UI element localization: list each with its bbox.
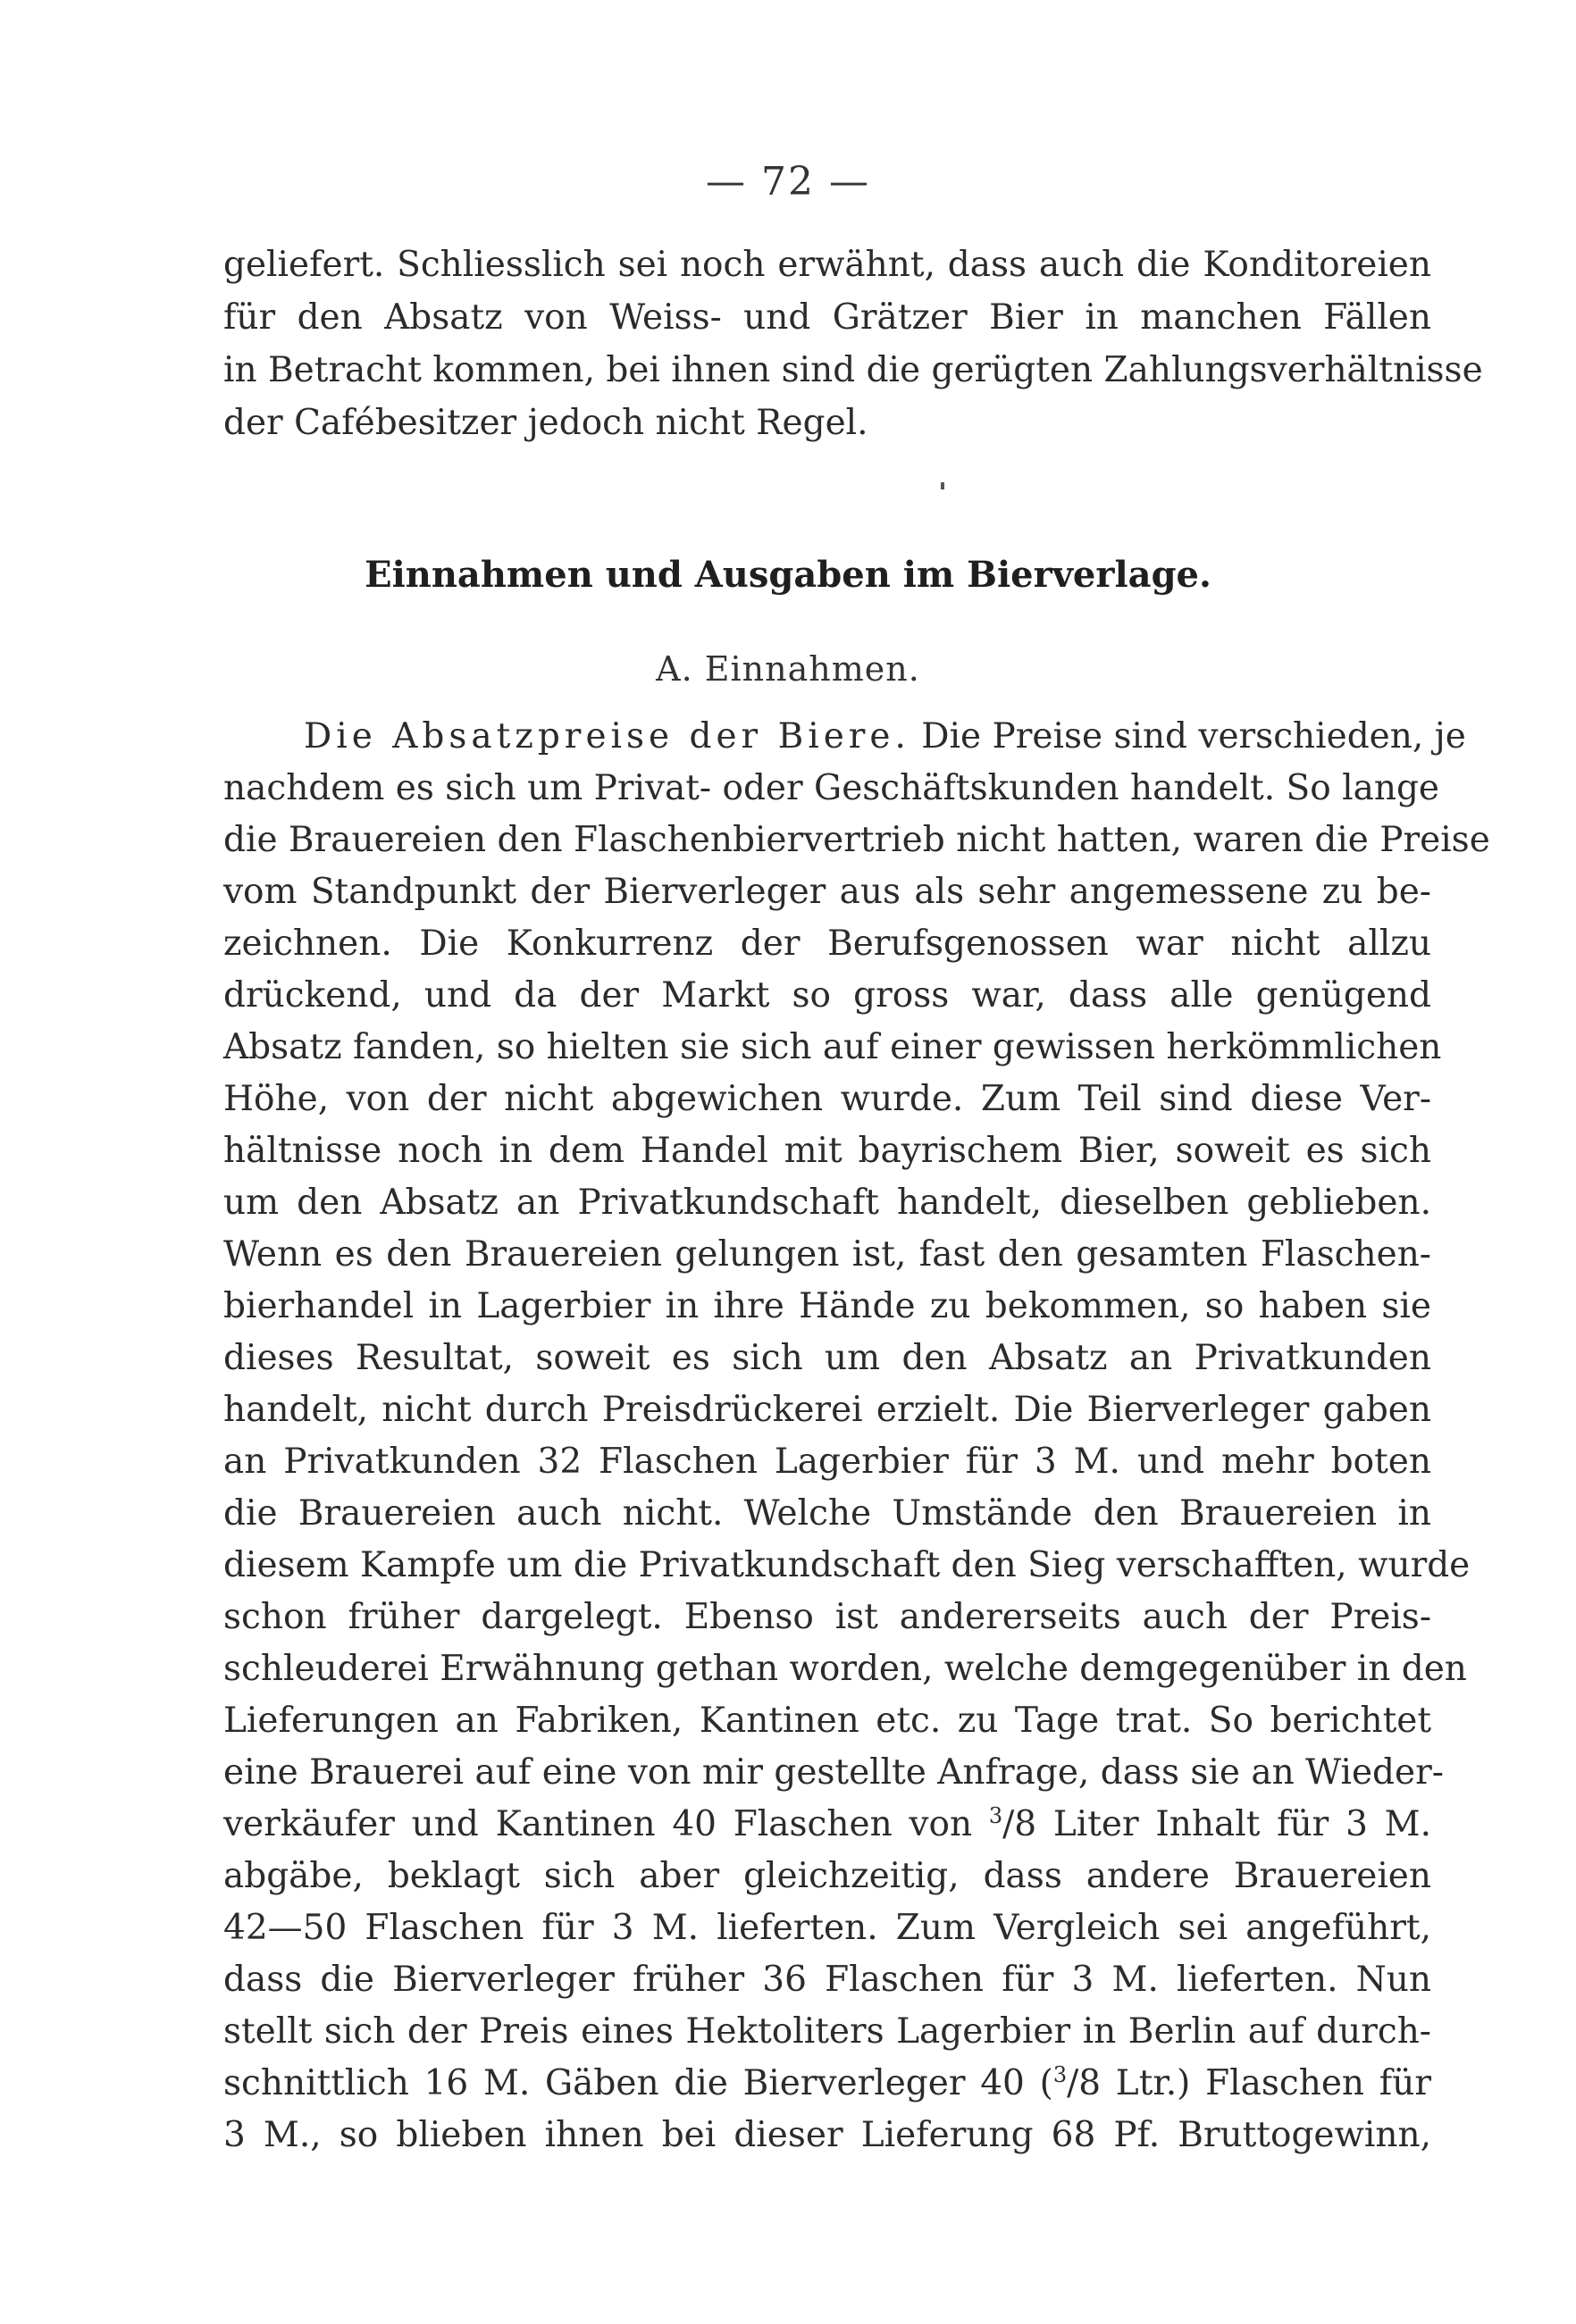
text-line: dass die Bierverleger früher 36 Flaschen für 3 M. lieferten. Nun — [223, 1960, 1431, 2000]
text-line: zeichnen. Die Konkurrenz der Berufsgenossen war nicht allzu — [223, 924, 1431, 964]
text-line: dieses Resultat, soweit es sich um den Absatz an Privatkunden — [223, 1338, 1431, 1378]
text-line: Wenn es den Brauereien gelungen ist, fast den gesamten Flaschen- — [223, 1234, 1431, 1275]
text-line-fraction — [223, 1802, 1431, 1847]
fraction-line-before: schnittlich 16 M. Gäben die Bierverleger 40 ( — [223, 2063, 1053, 2103]
text-line: drückend, und da der Markt so gross war, dass alle genügend — [223, 975, 1431, 1016]
text-line: der Cafébesitzer jedoch nicht Regel. — [223, 403, 868, 443]
fraction-numerator: 3 — [988, 1803, 1003, 1828]
text-line: 42—50 Flaschen für 3 M. lieferten. Zum Vergleich sei angeführt, — [223, 1908, 1431, 1948]
text-line: handelt, nicht durch Preisdrückerei erzielt. Die Bierverleger gaben — [223, 1390, 1431, 1430]
text-line: Lieferungen an Fabriken, Kantinen etc. zu Tage trat. So berichtet — [223, 1701, 1431, 1741]
subsection-heading: A. Einnahmen. — [656, 649, 920, 689]
text-line: für den Absatz von Weiss- und Grätzer Bier in manchen Fällen — [223, 297, 1431, 338]
text-line: Höhe, von der nicht abgewichen wurde. Zum Teil sind diese Ver- — [223, 1079, 1431, 1119]
text-line: schon früher dargelegt. Ebenso ist andererseits auch der Preis- — [223, 1597, 1431, 1637]
text-line: 3 M., so blieben ihnen bei dieser Lieferung 68 Pf. Bruttogewinn, — [223, 2115, 1431, 2155]
text-line: bierhandel in Lagerbier in ihre Hände zu bekommen, so haben sie — [223, 1286, 1431, 1326]
page-number: — 72 — — [706, 159, 870, 205]
speck-mark — [941, 482, 944, 489]
text-line: geliefert. Schliesslich sei noch erwähnt, dass auch die Konditoreien — [223, 245, 1431, 285]
text-line: die Brauereien den Flaschenbiervertrieb nicht hatten, waren die Preise — [223, 820, 1490, 860]
text-line: Absatz fanden, so hielten sie sich auf einer gewissen herkömmlichen — [223, 1027, 1442, 1067]
paragraph-lead-rest: Die Preise sind verschieden, je — [910, 716, 1466, 757]
text-line: stellt sich der Preis eines Hektoliters Lagerbier in Berlin auf durch- — [223, 2011, 1431, 2052]
fraction-line-after: /8 Liter Inhalt für 3 M. — [1002, 1804, 1431, 1844]
fraction-line-before: verkäufer und Kantinen 40 Flaschen von — [223, 1804, 989, 1844]
paragraph-lead-title: Die Absatzpreise der Biere. — [304, 716, 910, 757]
paragraph-lead-line — [304, 715, 1466, 759]
text-line: die Brauereien auch nicht. Welche Umstände den Brauereien in — [223, 1493, 1431, 1534]
text-line: schleuderei Erwähnung gethan worden, welche demgegenüber in den — [223, 1649, 1467, 1689]
text-line: in Betracht kommen, bei ihnen sind die gerügten Zahlungsverhältnisse — [223, 350, 1483, 390]
text-line: hältnisse noch in dem Handel mit bayrischem Bier, soweit es sich — [223, 1131, 1431, 1171]
text-line-fraction — [223, 2061, 1431, 2106]
text-line: um den Absatz an Privatkundschaft handelt, dieselben geblieben. — [223, 1183, 1431, 1223]
text-line: diesem Kampfe um die Privatkundschaft den Sieg verschafften, wurde — [223, 1545, 1471, 1585]
text-line: abgäbe, beklagt sich aber gleichzeitig, dass andere Brauereien — [223, 1856, 1431, 1896]
text-line: vom Standpunkt der Bierverleger aus als sehr angemessene zu be- — [223, 872, 1431, 912]
text-line: nachdem es sich um Privat- oder Geschäftskunden handelt. So lange — [223, 768, 1440, 808]
text-line: eine Brauerei auf eine von mir gestellte Anfrage, dass sie an Wieder- — [223, 1752, 1444, 1793]
section-heading: Einnahmen und Ausgaben im Bierverlage. — [365, 554, 1211, 596]
fraction-line-after: /8 Ltr.) Flaschen für — [1067, 2063, 1431, 2103]
text-line: an Privatkunden 32 Flaschen Lagerbier für 3 M. und mehr boten — [223, 1442, 1431, 1482]
fraction-numerator: 3 — [1052, 2062, 1068, 2087]
